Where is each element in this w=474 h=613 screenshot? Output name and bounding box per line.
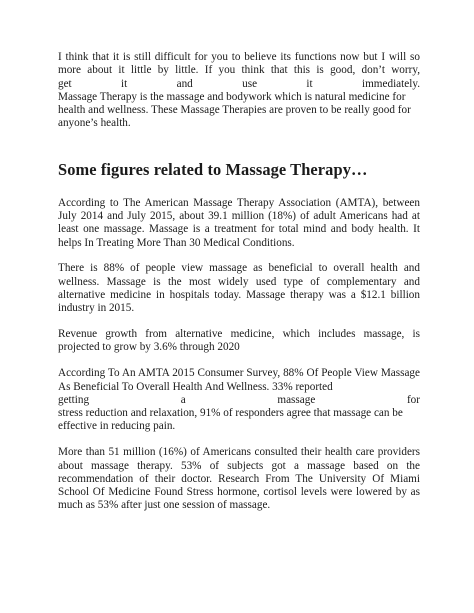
survey-paragraph [58,367,420,433]
intro-paragraph [58,51,420,131]
paragraph-wellness: There is 88% of people view massage as beneficial to overall health and wellness. Massage is the most widely used type of complementary and alternative medicine in hospitals today. Massage therapy was a $12.1 billion industry in 2015. [58,262,420,315]
intro-text-3: Massage Therapy is the massage and bodywork which is natural medicine for health and wellness. These Massage Therapies are proven to be really good for anyone’s health. [58,90,411,130]
section-heading: Some figures related to Massage Therapy… [58,159,368,179]
document-page [58,51,420,513]
survey-text-3: stress reduction and relaxation, 91% of responders agree that massage can be effective in reducing pain. [58,407,403,433]
paragraph-revenue: Revenue growth from alternative medicine, which includes massage, is projected to grow by 3.6% through 2020 [58,328,420,354]
paragraph-consulted: More than 51 million (16%) of Americans consulted their health care providers about massage therapy. 53% of subjects got a massage based on the recommendation of their doctor. Research From The University Of Miami School Of Medicine Found Stress hormone, cortisol levels were lowered by as much as 53% after just one session of massage. [58,446,420,512]
survey-text-1: According To An AMTA 2015 Consumer Survey, 88% Of People View Massage As Beneficial To Overall Health And Wellness. 33% reported [58,367,420,393]
paragraph-amta: According to The American Massage Therapy Association (AMTA), between July 2014 and July 2015, about 39.1 million (18%) of adult Americans had at least one massage. Massage is a treatment for total mind and body health. It helps In Treating More Than 30 Medical Conditions. [58,196,420,249]
intro-text-1: I think that it is still difficult for you to believe its functions now but I will so more about it little by little. If you think that this is good, don’t worry, [58,51,420,77]
intro-text-2: get it and use it immediately. [58,77,420,90]
survey-text-2: getting a massage for [58,393,420,406]
